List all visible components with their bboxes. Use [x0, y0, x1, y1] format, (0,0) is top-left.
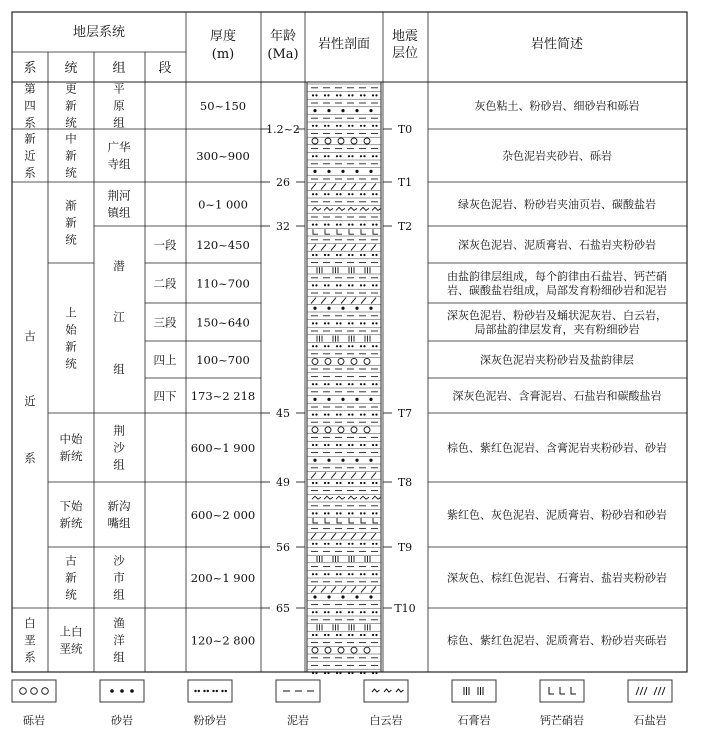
formation-cell-line: 荆河: [107, 188, 131, 203]
legend-item-conglomerate: [12, 680, 56, 727]
lithology-band: [307, 403, 381, 407]
system-cell-line: 白: [24, 616, 36, 630]
age-label: 32: [276, 220, 290, 233]
lithology-band: [307, 624, 381, 631]
lithology-band: [307, 266, 381, 273]
member-cell: 四上: [153, 353, 177, 367]
formation-cell: [113, 554, 125, 602]
description-cell: 深灰色、棕红色泥岩、石膏岩、盐岩夹粉砂岩: [447, 571, 667, 585]
description-cell: 紫红色、灰色泥岩、泥质膏岩、粉砂岩和砂岩: [447, 508, 667, 522]
legend-label: 白云岩: [369, 714, 403, 727]
description-cell: 棕色、紫红色泥岩、含膏泥岩夹粉砂岩、砂岩: [447, 441, 667, 455]
formation-cell-line: 江: [113, 310, 125, 324]
description-cell: 岩、碳酸盐岩组成，局部发育粉细砂岩和泥岩: [447, 284, 667, 297]
lithology-band: [307, 175, 381, 179]
lithology-band: [307, 342, 381, 347]
lithology-band: [307, 289, 381, 293]
lithology-band: [307, 464, 381, 468]
series-cell-line: 中: [65, 131, 77, 146]
member-cell: 四下: [153, 389, 177, 403]
series-cell-line: 古: [65, 553, 77, 568]
lithology-band: [307, 259, 381, 263]
formation-cell-line: 渔: [113, 616, 125, 630]
lithology-band: [307, 456, 381, 461]
system-cell-line: 第: [24, 81, 36, 96]
series-cell-line: 上白: [59, 624, 83, 639]
series-cell: [60, 625, 83, 656]
legend-label: 钙芒硝岩: [540, 714, 584, 727]
series-cell-line: 下始: [59, 499, 83, 513]
lithology-band: [307, 92, 381, 97]
lithology-band: [307, 426, 381, 433]
lithology-band: [307, 130, 381, 134]
thickness-cell: 600~2 000: [190, 508, 256, 522]
thickness-cell: 50~150: [199, 99, 247, 113]
series-cell: [65, 132, 77, 180]
series-cell-line: 中始: [59, 432, 83, 446]
formation-cell-line: 组: [113, 457, 125, 472]
thickness-cell: 300~900: [196, 149, 250, 163]
description-cell: 棕色、紫红色泥岩、泥质膏岩、粉砂岩夹砾岩: [447, 634, 667, 647]
series-cell-line: 始: [65, 322, 77, 337]
series-cell-line: 新: [65, 570, 77, 585]
lithology-band: [307, 274, 381, 278]
formation-cell-line: 组: [113, 362, 125, 376]
series-cell-line: 垩统: [59, 641, 83, 656]
lithology-band: [307, 380, 381, 385]
legend-item-mudstone: [276, 680, 320, 727]
thickness-cell: 110~700: [196, 276, 250, 291]
seismic-label: T9: [397, 541, 413, 554]
formation-cell-line: 组: [113, 650, 125, 664]
header-thickness: 厚度: [209, 29, 237, 44]
lithology-band: [307, 570, 381, 575]
lithology-band: [307, 586, 381, 593]
series-cell-line: 渐: [65, 198, 77, 213]
system-cell-line: 系: [24, 165, 36, 180]
member-cell: 二段: [153, 276, 177, 291]
lithology-band: [307, 502, 381, 506]
series-cell-line: 统: [65, 165, 77, 180]
series-cell: [65, 306, 77, 371]
lithology-band: [307, 654, 381, 658]
lithology-band: [307, 236, 381, 240]
header-system: 系: [23, 61, 37, 76]
description-cell: 由盐韵律层组成，每个韵律由石盐岩、钙芒硝: [447, 270, 667, 283]
seismic-label: T10: [394, 602, 416, 615]
lithology-band: [307, 137, 381, 144]
legend-label: 石膏岩: [457, 714, 491, 727]
series-cell: [65, 199, 77, 247]
formation-cell: [108, 189, 131, 220]
system-cell-line: 系: [24, 451, 36, 465]
age-label: 26: [276, 176, 290, 189]
lithology-band: [307, 418, 381, 422]
formation-cell-line: 沙: [113, 553, 125, 568]
legend-swatch: [540, 680, 584, 702]
formation-cell-line: 组: [113, 587, 125, 602]
series-cell-line: 统: [65, 356, 77, 371]
member-cell: 三段: [153, 315, 177, 330]
formation-cell-line: 市: [113, 570, 125, 585]
legend-label: 泥岩: [287, 714, 309, 727]
lithology-band: [307, 183, 381, 190]
system-cell-line: 四: [24, 98, 36, 113]
lithology-band: [307, 251, 381, 256]
lithology-band: [307, 327, 381, 331]
lithology-band: [307, 320, 381, 325]
series-cell-line: 新: [65, 339, 77, 354]
lithology-band: [307, 244, 381, 251]
header-age: 年龄: [269, 29, 297, 44]
lithology-band: [307, 411, 381, 416]
lithology-band: [307, 350, 381, 354]
legend-swatch: [12, 680, 56, 702]
age-label: 49: [276, 476, 290, 489]
lithology-band: [307, 365, 381, 369]
lithology-band: [307, 282, 381, 287]
lithology-band: [307, 206, 381, 211]
series-cell-line: 新统: [59, 516, 83, 530]
lithology-band: [307, 107, 381, 112]
system-cell-line: 近: [24, 394, 36, 408]
legend-swatch: [364, 680, 408, 702]
description-cell: 绿灰色泥岩、粉砂岩夹油页岩、碳酸盐岩: [458, 198, 656, 211]
series-cell-line: 上: [65, 305, 77, 320]
lithology-band: [307, 152, 381, 157]
system-cell-line: 垩: [24, 633, 36, 647]
lithology-band: [307, 122, 381, 127]
lithology-band: [307, 312, 381, 316]
lithology-band: [307, 479, 381, 484]
lithology-band: [307, 160, 381, 164]
seismic-label: T0: [397, 123, 413, 136]
formation-cell-line: 原: [113, 98, 125, 113]
system-cell: [24, 329, 36, 465]
legend-label: 石盐岩: [633, 714, 667, 727]
header-strat-system: 地层系统: [72, 25, 126, 40]
description-cell: 杂色泥岩夹砂岩、砾岩: [502, 149, 612, 163]
description-cell: 深灰色泥岩夹粉砂岩及盐韵律层: [480, 353, 634, 367]
formation-cell: [113, 82, 125, 130]
legend-label: 砂岩: [111, 714, 133, 727]
thickness-cell: 173~2 218: [190, 389, 256, 403]
lithology-band: [307, 487, 381, 491]
formation-cell: [108, 140, 131, 171]
seismic-label: T2: [397, 220, 413, 233]
system-cell-line: 系: [24, 650, 36, 664]
series-cell-line: 新: [65, 215, 77, 230]
system-cell-line: 新: [24, 131, 36, 146]
description-cell: 深灰色泥岩、含膏泥岩、石盐岩和碳酸盐岩: [452, 389, 662, 403]
formation-cell-line: 嘴组: [107, 516, 131, 530]
legend-item-glauberite: [540, 680, 584, 727]
lithology-band: [307, 646, 381, 653]
series-cell: [65, 82, 77, 130]
thickness-cell: 100~700: [196, 353, 250, 367]
legend-label: 粉砂岩: [193, 714, 227, 727]
series-cell-line: 统: [65, 587, 77, 602]
lithology-band: [307, 84, 381, 88]
thickness-cell: 600~1 900: [190, 441, 256, 455]
legend-item-sandstone: [100, 680, 144, 727]
member-cell: 一段: [153, 238, 177, 252]
lithology-band: [307, 601, 381, 605]
series-cell: [60, 432, 83, 463]
series-cell-line: 统: [65, 115, 77, 130]
age-label: 65: [276, 602, 290, 615]
lithology-band: [307, 358, 381, 365]
formation-cell-line: 广华: [107, 140, 131, 154]
system-cell: [24, 616, 36, 664]
lithology-band: [307, 555, 381, 562]
system-cell-line: 系: [24, 115, 36, 130]
legend-swatch: [628, 680, 672, 702]
series-cell-line: 统: [65, 232, 77, 247]
formation-cell: [113, 259, 125, 376]
lithology-band: [307, 221, 381, 226]
lithology-band: [307, 304, 381, 309]
lithology-band: [307, 631, 381, 636]
lithology-band: [307, 228, 381, 234]
lithology-band: [307, 449, 381, 453]
formation-cell-line: 寺组: [107, 157, 131, 171]
legend-item-siltstone: [188, 680, 232, 727]
header-age-unit: (Ma): [267, 47, 299, 62]
lithology-band: [307, 578, 381, 582]
age-label: 1.2~2: [266, 123, 300, 136]
lithology-band: [307, 525, 381, 529]
seismic-label: T1: [397, 176, 413, 189]
header-seismic-1: 地震: [391, 29, 419, 44]
lithology-band: [307, 297, 381, 304]
header-seismic-2: 层位: [391, 46, 419, 61]
lithology-band: [307, 99, 381, 103]
lithology-band: [307, 114, 381, 118]
header-formation: 组: [112, 61, 126, 76]
age-label: 56: [276, 541, 290, 554]
description-cell: 灰色粘土、粉砂岩、细砂岩和砾岩: [474, 99, 640, 113]
lithology-band: [307, 540, 381, 545]
header-section: 岩性剖面: [317, 37, 371, 52]
thickness-cell: 120~450: [196, 238, 250, 252]
legend-swatch: [452, 680, 496, 702]
seismic-label: T8: [397, 476, 413, 489]
formation-cell-line: 组: [113, 115, 125, 130]
formation-cell-line: 镇组: [107, 205, 131, 220]
formation-cell: [113, 424, 125, 472]
lithology-band: [307, 532, 381, 539]
formation-cell: [108, 499, 131, 530]
lithology-band: [307, 190, 381, 195]
series-cell-line: 新: [65, 148, 77, 163]
legend-item-gypsum: [452, 680, 496, 727]
lithology-band: [307, 662, 381, 666]
legend-label: 砾岩: [23, 714, 45, 727]
lithology-band: [307, 441, 381, 446]
header-member: 段: [158, 61, 172, 76]
lithology-band: [307, 593, 381, 598]
lithology-band: [307, 434, 381, 438]
system-cell-line: 近: [24, 148, 36, 163]
description-cell: 深灰色泥岩、粉砂岩及蛹状泥灰岩、白云岩，: [447, 309, 667, 322]
series-cell: [65, 554, 77, 602]
lithology-band: [307, 510, 381, 515]
series-cell: [60, 499, 83, 530]
seismic-label: T7: [397, 407, 413, 420]
description-cell: 局部盐韵律层发育，夹有粉细砂岩: [474, 323, 640, 336]
thickness-cell: 0~1 000: [198, 197, 248, 212]
lithology-band: [307, 335, 381, 342]
system-cell: [24, 82, 36, 130]
lithology-band: [307, 472, 381, 479]
lithology-band: [307, 213, 381, 217]
series-cell-line: 更: [65, 81, 77, 96]
formation-cell-line: 洋: [113, 633, 125, 647]
header-description: 岩性简述: [530, 37, 584, 52]
lithology-band: [307, 373, 381, 377]
lithology-band: [307, 517, 381, 523]
lithology-band: [307, 145, 381, 149]
header-series: 统: [64, 61, 78, 76]
thickness-cell: 120~2 800: [190, 633, 256, 648]
formation-cell-line: 平: [113, 81, 125, 96]
lithology-band: [307, 494, 381, 499]
formation-cell-line: 沙: [113, 440, 125, 455]
system-cell-line: 古: [24, 329, 36, 343]
lithology-band: [307, 616, 381, 620]
age-label: 45: [276, 407, 290, 420]
system-cell: [24, 132, 36, 180]
formation-cell-line: 潜: [113, 259, 125, 273]
lithology-band: [307, 548, 381, 552]
thickness-cell: 150~640: [196, 315, 250, 330]
lithology-band: [307, 608, 381, 613]
formation-cell: [113, 616, 125, 664]
thickness-cell: 200~1 900: [190, 571, 256, 585]
lithology-band: [307, 388, 381, 392]
header-thickness-unit: (m): [211, 47, 235, 62]
lithology-band: [307, 563, 381, 567]
formation-cell-line: 荆: [113, 423, 125, 438]
lithology-band: [307, 168, 381, 173]
lithology-band: [307, 639, 381, 643]
formation-cell-line: 新沟: [107, 499, 131, 513]
lithology-band: [307, 396, 381, 401]
series-cell-line: 新统: [59, 449, 83, 463]
lithology-band: [307, 198, 381, 202]
legend-item-halite: [628, 680, 672, 727]
series-cell-line: 新: [65, 98, 77, 113]
legend-item-dolomite: [364, 680, 408, 727]
description-cell: 深灰色泥岩、泥质膏岩、石盐岩夹粉砂岩: [458, 238, 656, 252]
